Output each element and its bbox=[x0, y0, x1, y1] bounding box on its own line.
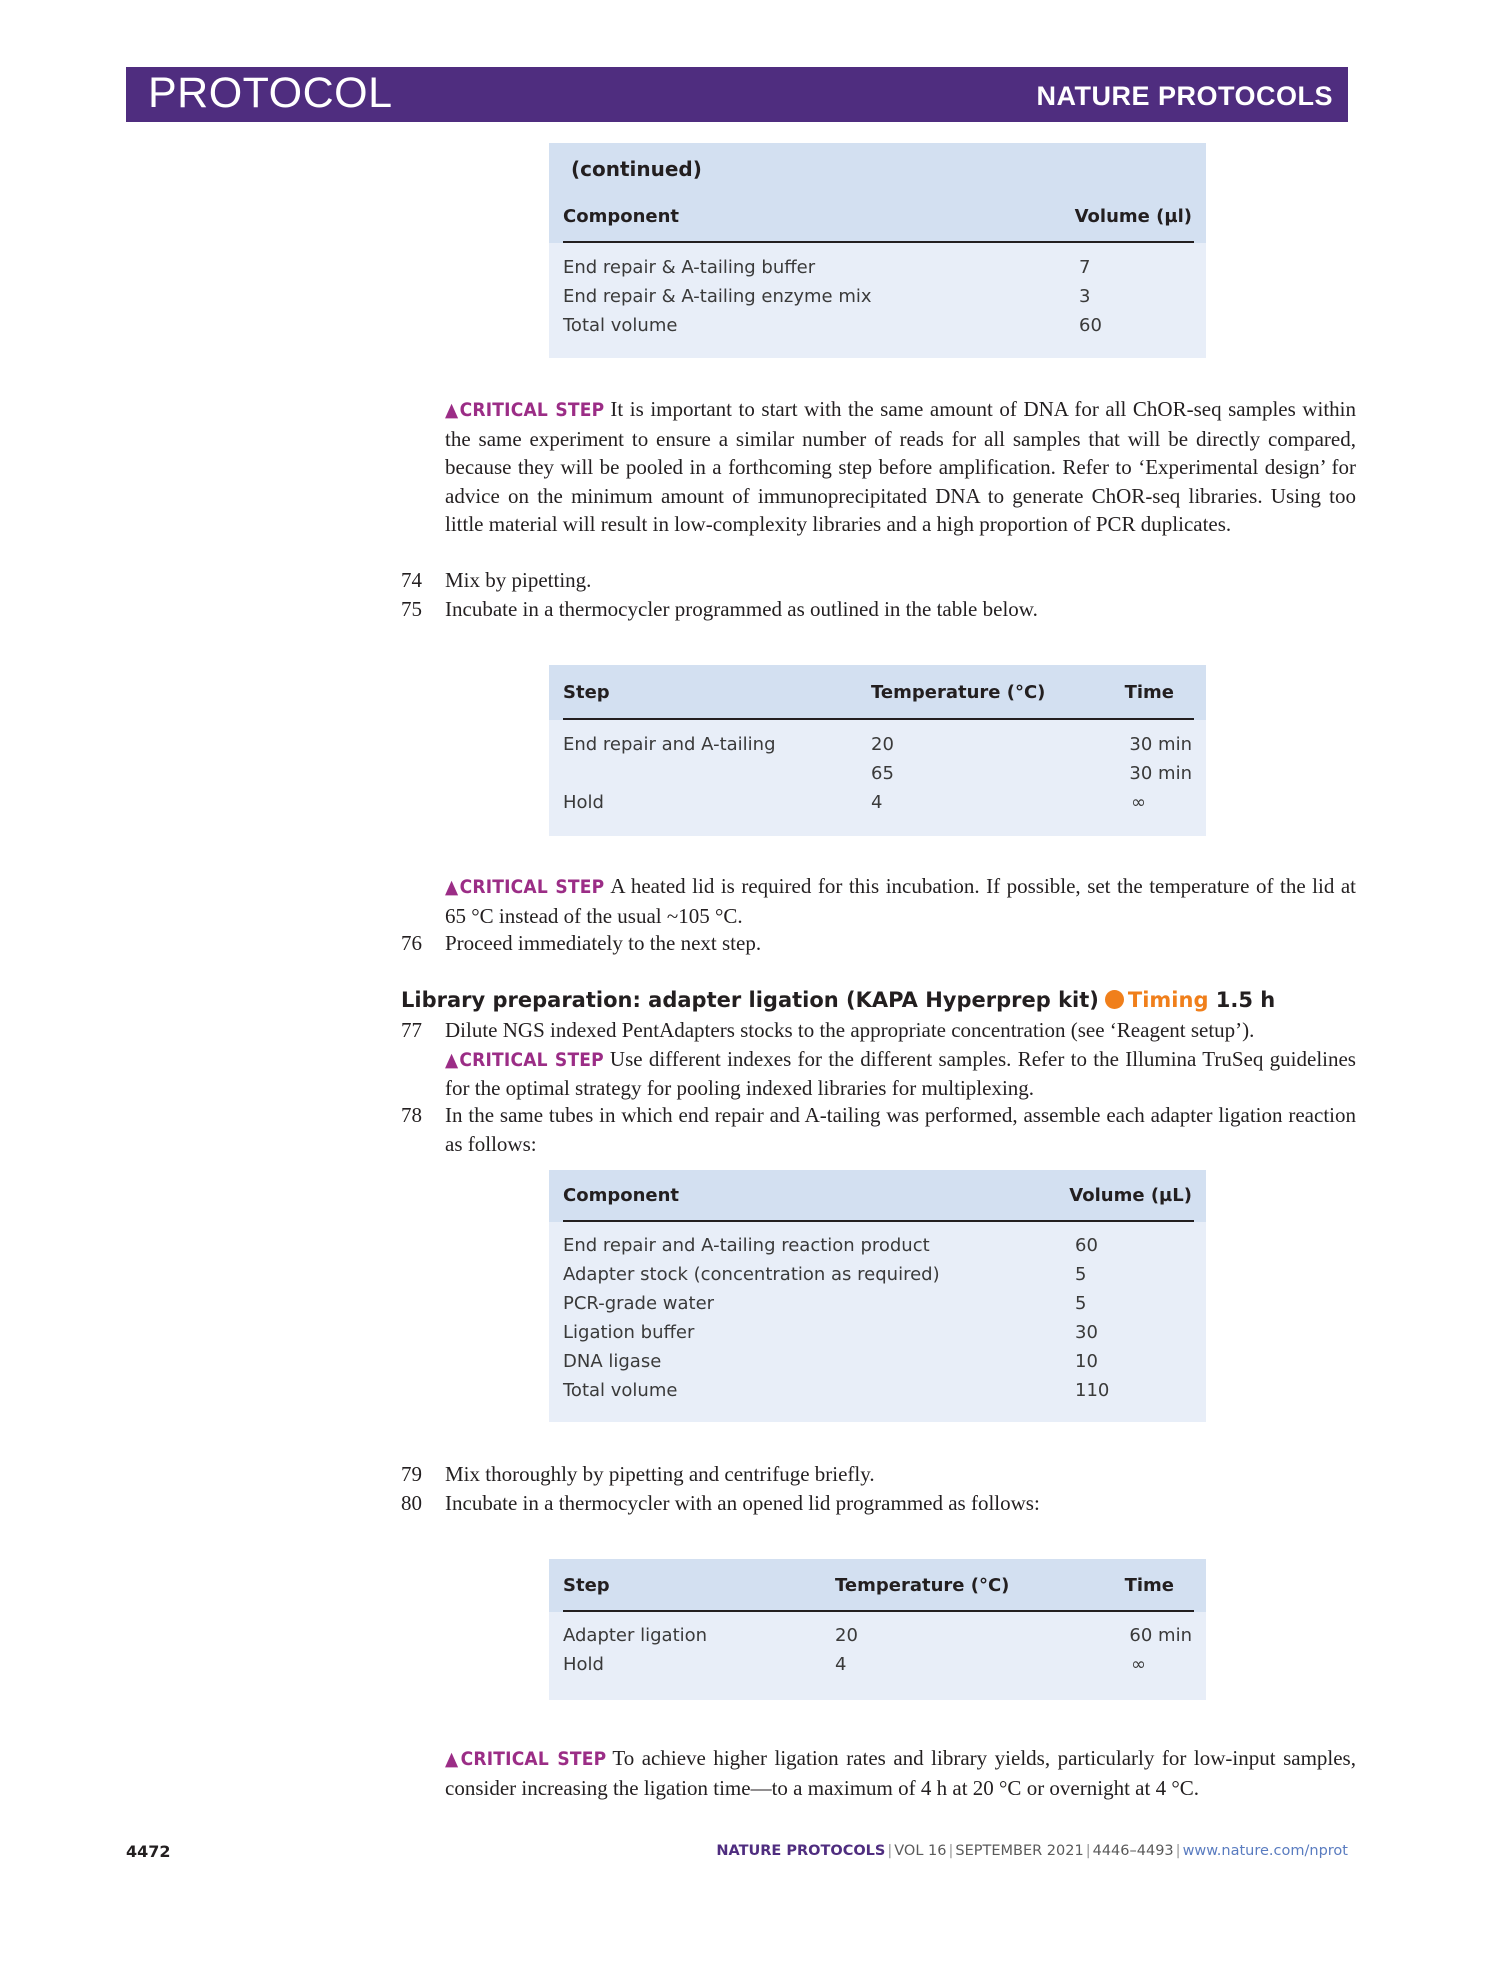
step-number: 77 bbox=[401, 1018, 422, 1042]
table-row bbox=[549, 286, 1206, 315]
column-header-temperature: Temperature (°C) bbox=[871, 682, 1046, 703]
footer-citation: NATURE PROTOCOLS | VOL 16 | SEPTEMBER 2021 | 4446–4493 | www.nature.com/nprot bbox=[716, 1843, 1348, 1859]
cell-time: 60 min bbox=[1129, 1625, 1192, 1646]
cell-temperature: 4 bbox=[871, 792, 883, 813]
column-header-component: Component bbox=[563, 206, 680, 227]
step-number: 76 bbox=[401, 931, 422, 955]
critical-step-note bbox=[445, 1045, 1356, 1103]
section-label: PROTOCOL bbox=[148, 69, 393, 117]
table-continued-label: (continued) bbox=[571, 157, 702, 181]
critical-step-text: To achieve higher ligation rates and library yields, particularly for low-input samples, consider increasing the ligation time—to a maximum of 4 h at 20 °C or overnight at 4 °C. bbox=[445, 1746, 1356, 1800]
journal-name: NATURE PROTOCOLS bbox=[1036, 81, 1333, 111]
cell-volume: 5 bbox=[1075, 1264, 1087, 1285]
footer-volume: VOL 16 bbox=[894, 1843, 947, 1859]
step-number: 75 bbox=[401, 597, 422, 621]
step-text: Incubate in a thermocycler with an opened lid programmed as follows: bbox=[445, 1491, 1040, 1515]
header-rule bbox=[563, 1610, 1194, 1612]
cell-volume: 10 bbox=[1075, 1351, 1098, 1372]
cell-time: ∞ bbox=[1131, 792, 1146, 813]
critical-step-text: It is important to start with the same amount of DNA for all ChOR-seq samples within the same experiment to ensure a similar number of reads for all samples that will be directly compared, because they will be pooled in a forthcoming step before amplification. Refer to ‘Experimental design’ for advice on the minimum amount of immunoprecipitated DNA to generate ChOR-seq libraries. Using too little material will result in low-complexity libraries and a high proportion of PCR duplicates. bbox=[445, 397, 1356, 536]
cell-volume: 60 bbox=[1079, 315, 1102, 336]
header-rule bbox=[563, 241, 1194, 243]
step-number: 80 bbox=[401, 1491, 422, 1515]
table-row bbox=[549, 734, 1206, 763]
critical-step-label: ▲CRITICAL STEP bbox=[445, 1748, 607, 1770]
step-number: 74 bbox=[401, 568, 422, 592]
page-number: 4472 bbox=[126, 1842, 171, 1861]
cell-time: 30 min bbox=[1129, 763, 1192, 784]
cell-volume: 3 bbox=[1079, 286, 1091, 307]
critical-step-note bbox=[445, 872, 1356, 930]
table-row bbox=[549, 315, 1206, 344]
table-row bbox=[549, 1625, 1206, 1654]
cell-step: Adapter ligation bbox=[563, 1625, 708, 1646]
column-header-step: Step bbox=[563, 1575, 610, 1596]
cell-component: Total volume bbox=[563, 1380, 678, 1401]
section-title: Library preparation: adapter ligation (KAPA Hyperprep kit) bbox=[401, 988, 1099, 1012]
step-text: In the same tubes in which end repair and A-tailing was performed, assemble each adapter ligation reaction as follows: bbox=[445, 1103, 1356, 1156]
footer-date: SEPTEMBER 2021 bbox=[955, 1843, 1084, 1859]
critical-step-note bbox=[445, 1744, 1356, 1802]
cell-volume: 30 bbox=[1075, 1322, 1098, 1343]
step-text: Incubate in a thermocycler programmed as outlined in the table below. bbox=[445, 597, 1038, 621]
table-header bbox=[549, 1170, 1206, 1222]
column-header-component: Component bbox=[563, 1185, 680, 1206]
footer-url-link[interactable]: www.nature.com/nprot bbox=[1182, 1843, 1348, 1859]
cell-component: End repair & A-tailing enzyme mix bbox=[563, 286, 872, 307]
timing-value: 1.5 h bbox=[1215, 988, 1276, 1012]
cell-volume: 60 bbox=[1075, 1235, 1098, 1256]
table-end-repair-continued bbox=[549, 143, 1206, 358]
header-rule bbox=[563, 718, 1194, 720]
cell-temperature: 4 bbox=[835, 1654, 847, 1675]
table-row bbox=[549, 763, 1206, 792]
cell-component: End repair and A-tailing reaction product bbox=[563, 1235, 930, 1256]
table-header bbox=[549, 665, 1206, 720]
section-heading bbox=[401, 988, 1275, 1012]
table-header bbox=[549, 143, 1206, 243]
cell-temperature: 65 bbox=[871, 763, 894, 784]
critical-step-label: ▲CRITICAL STEP bbox=[445, 399, 605, 421]
step-text: Dilute NGS indexed PentAdapters stocks to the appropriate concentration (see ‘Reagent setup’). bbox=[445, 1018, 1255, 1042]
header-banner bbox=[126, 67, 1348, 122]
step-text: Mix by pipetting. bbox=[445, 568, 592, 592]
cell-volume: 110 bbox=[1075, 1380, 1110, 1401]
footer-pages: 4446–4493 bbox=[1092, 1843, 1174, 1859]
cell-time: 30 min bbox=[1129, 734, 1192, 755]
cell-component: PCR-grade water bbox=[563, 1293, 715, 1314]
cell-component: DNA ligase bbox=[563, 1351, 662, 1372]
cell-temperature: 20 bbox=[835, 1625, 858, 1646]
column-header-volume: Volume (µL) bbox=[1069, 1185, 1192, 1206]
critical-step-text: A heated lid is required for this incubation. If possible, set the temperature of the lid at 65 °C instead of the usual ~105 °C. bbox=[445, 874, 1356, 928]
table-thermocycler-ligation bbox=[549, 1559, 1206, 1700]
table-row bbox=[549, 792, 1206, 821]
table-row bbox=[549, 1235, 1206, 1264]
timing-dot-icon bbox=[1105, 990, 1124, 1009]
critical-step-note bbox=[445, 395, 1356, 539]
table-row bbox=[549, 1654, 1206, 1683]
step-number: 78 bbox=[401, 1103, 422, 1127]
cell-component: Ligation buffer bbox=[563, 1322, 695, 1343]
cell-step: Hold bbox=[563, 792, 604, 813]
critical-step-label: ▲CRITICAL STEP bbox=[445, 876, 605, 898]
critical-step-text: Use different indexes for the different samples. Refer to the Illumina TruSeq guidelines for the optimal strategy for pooling indexed libraries for multiplexing. bbox=[445, 1046, 1356, 1100]
column-header-time: Time bbox=[1124, 682, 1174, 703]
timing-label: Timing bbox=[1127, 988, 1209, 1012]
table-adapter-ligation-components bbox=[549, 1170, 1206, 1422]
table-header bbox=[549, 1559, 1206, 1612]
cell-time: ∞ bbox=[1131, 1654, 1146, 1675]
cell-step: End repair and A-tailing bbox=[563, 734, 776, 755]
table-row bbox=[549, 1264, 1206, 1293]
step-text: Mix thoroughly by pipetting and centrifuge briefly. bbox=[445, 1462, 875, 1486]
cell-step: Hold bbox=[563, 1654, 604, 1675]
cell-component: Adapter stock (concentration as required) bbox=[563, 1264, 940, 1285]
cell-temperature: 20 bbox=[871, 734, 894, 755]
cell-volume: 5 bbox=[1075, 1293, 1087, 1314]
column-header-step: Step bbox=[563, 682, 610, 703]
table-row bbox=[549, 1380, 1206, 1409]
header-rule bbox=[563, 1220, 1194, 1222]
cell-component: End repair & A-tailing buffer bbox=[563, 257, 816, 278]
cell-component: Total volume bbox=[563, 315, 678, 336]
column-header-volume: Volume (µl) bbox=[1074, 206, 1192, 227]
table-thermocycler-end-repair bbox=[549, 665, 1206, 836]
column-header-temperature: Temperature (°C) bbox=[835, 1575, 1010, 1596]
step-number: 79 bbox=[401, 1462, 422, 1486]
table-row bbox=[549, 1293, 1206, 1322]
table-row bbox=[549, 257, 1206, 286]
step-body bbox=[445, 1016, 1356, 1103]
column-header-time: Time bbox=[1124, 1575, 1174, 1596]
footer-journal: NATURE PROTOCOLS bbox=[716, 1843, 886, 1859]
step-text: Proceed immediately to the next step. bbox=[445, 931, 762, 955]
cell-volume: 7 bbox=[1079, 257, 1091, 278]
table-row bbox=[549, 1351, 1206, 1380]
protocol-step bbox=[401, 1016, 1356, 1102]
table-row bbox=[549, 1322, 1206, 1351]
critical-step-label: ▲CRITICAL STEP bbox=[445, 1048, 604, 1071]
